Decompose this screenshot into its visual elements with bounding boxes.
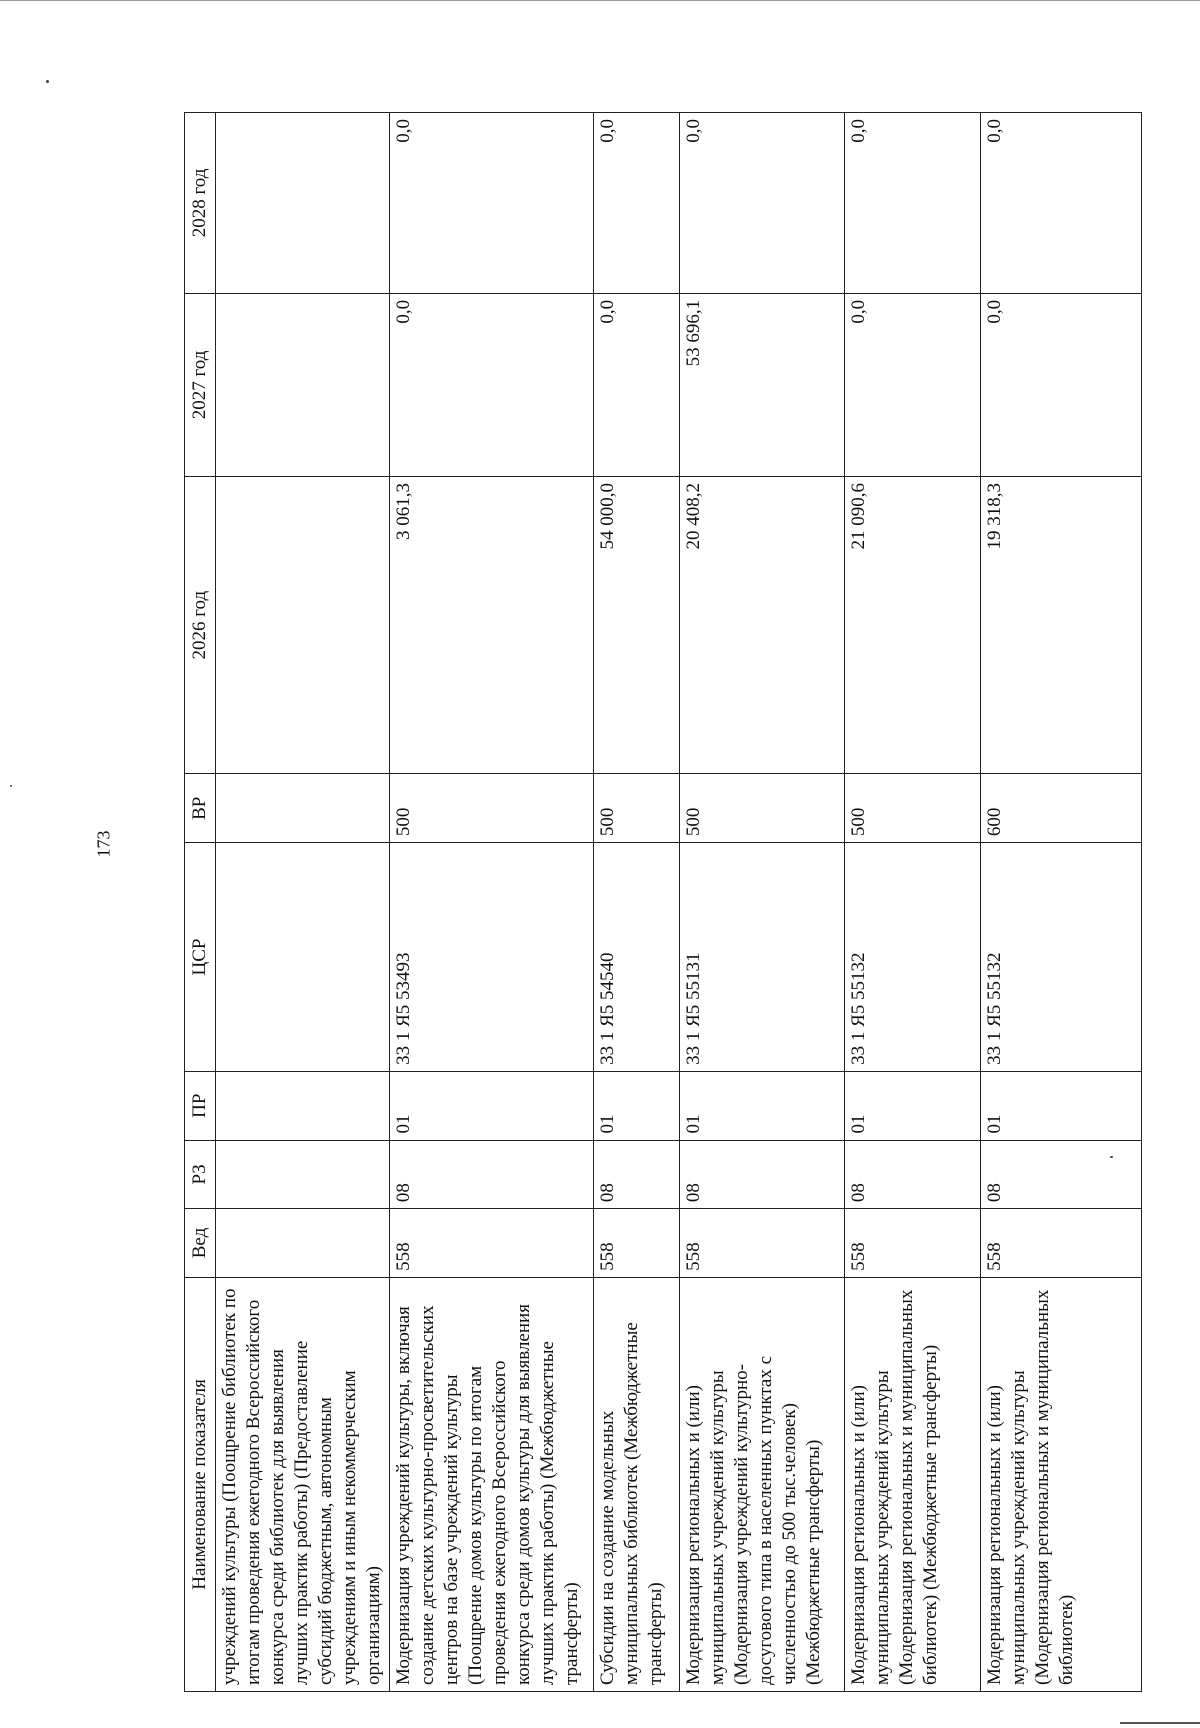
row-pr: 01: [594, 1071, 680, 1140]
row-csr: 33 1 Я5 53493: [389, 843, 594, 1072]
row-pr: 01: [845, 1071, 981, 1140]
row-2026: 20 408,2: [680, 476, 845, 773]
row-vr: 500: [680, 774, 845, 843]
table-row: [594, 113, 680, 1692]
header-2028: 2028 год: [185, 113, 216, 294]
row-2026: [216, 476, 390, 773]
row-name: Субсидии на создание модельных муниципальных библиотек (Межбюджетные трансферты): [594, 1277, 680, 1691]
row-2027: 0,0: [981, 293, 1142, 476]
header-name: Наименование показателя: [185, 1277, 216, 1691]
scan-speck: [1110, 1156, 1113, 1158]
row-vr: [216, 774, 390, 843]
row-2028: [216, 113, 390, 294]
row-vr: 500: [594, 774, 680, 843]
row-ved: [216, 1209, 390, 1278]
table-row: [389, 113, 594, 1692]
rotated-table-container: [184, 112, 1142, 1692]
row-ved: 558: [981, 1209, 1142, 1278]
header-csr: ЦСР: [185, 843, 216, 1072]
header-2027: 2027 год: [185, 293, 216, 476]
table-row: [680, 113, 845, 1692]
row-rz: 08: [389, 1140, 594, 1209]
header-2026: 2026 год: [185, 476, 216, 773]
header-vr: ВР: [185, 774, 216, 843]
row-rz: 08: [981, 1140, 1142, 1209]
row-ved: 558: [680, 1209, 845, 1278]
row-2027: 0,0: [594, 293, 680, 476]
row-name: Модернизация региональных и (или) муниципальных учреждений культуры (Модернизация региональных и муниципальных библиотек) (Межбюджетные трансферты): [845, 1277, 981, 1691]
header-ved: Вед: [185, 1209, 216, 1278]
row-2028: 0,0: [389, 113, 594, 294]
row-ved: 558: [845, 1209, 981, 1278]
row-2026: 19 318,3: [981, 476, 1142, 773]
row-name: учреждений культуры (Поощрение библиотек по итогам проведения ежегодного Всероссийского конкурса среди библиотек для выявления лучших практик работы) (Предоставление субсидий бюджетным, автономным учреждениям и иным некоммерческим организациям): [216, 1277, 390, 1691]
table-row: [981, 113, 1142, 1692]
scan-speck: [10, 785, 12, 787]
table-row: [216, 113, 390, 1692]
row-name: Модернизация региональных и (или) муниципальных учреждений культуры (Модернизация учреждений культурно-досугового типа в населенных пунктах с численностью до 500 тыс.человек) (Межбюджетные трансферты): [680, 1277, 845, 1691]
row-rz: 08: [594, 1140, 680, 1209]
row-vr: 500: [389, 774, 594, 843]
table-header-row: [185, 113, 216, 1692]
row-csr: [216, 843, 390, 1072]
header-pr: ПР: [185, 1071, 216, 1140]
scan-edge-line: [1120, 1722, 1200, 1724]
table-row: [845, 113, 981, 1692]
row-csr: 33 1 Я5 55132: [845, 843, 981, 1072]
row-csr: 33 1 Я5 55132: [981, 843, 1142, 1072]
header-rz: РЗ: [185, 1140, 216, 1209]
row-rz: 08: [680, 1140, 845, 1209]
row-2027: 0,0: [389, 293, 594, 476]
row-vr: 500: [845, 774, 981, 843]
row-name: Модернизация учреждений культуры, включая создание детских культурно-просветительских центров на базе учреждений культуры (Поощрение домов культуры по итогам проведения ежегодного Всероссийского конкурса среди домов культуры для выявления лучших практик работы) (Межбюджетные трансферты): [389, 1277, 594, 1691]
page-number: 173: [93, 830, 114, 858]
row-csr: 33 1 Я5 54540: [594, 843, 680, 1072]
row-pr: 01: [981, 1071, 1142, 1140]
row-ved: 558: [389, 1209, 594, 1278]
row-pr: 01: [680, 1071, 845, 1140]
row-rz: [216, 1140, 390, 1209]
row-csr: 33 1 Я5 55131: [680, 843, 845, 1072]
row-2026: 54 000,0: [594, 476, 680, 773]
scan-edge-line: [0, 0, 1200, 1]
row-2027: 0,0: [845, 293, 981, 476]
row-2027: [216, 293, 390, 476]
row-ved: 558: [594, 1209, 680, 1278]
row-pr: [216, 1071, 390, 1140]
row-2026: 21 090,6: [845, 476, 981, 773]
row-2028: 0,0: [594, 113, 680, 294]
row-2027: 53 696,1: [680, 293, 845, 476]
row-rz: 08: [845, 1140, 981, 1209]
row-name: Модернизация региональных и (или) муниципальных учреждений культуры (Модернизация региональных и муниципальных библиотек): [981, 1277, 1142, 1691]
row-2028: 0,0: [845, 113, 981, 294]
row-2028: 0,0: [981, 113, 1142, 294]
row-2028: 0,0: [680, 113, 845, 294]
row-2026: 3 061,3: [389, 476, 594, 773]
row-pr: 01: [389, 1071, 594, 1140]
scan-speck: [46, 80, 49, 83]
row-vr: 600: [981, 774, 1142, 843]
budget-table: [184, 112, 1142, 1692]
